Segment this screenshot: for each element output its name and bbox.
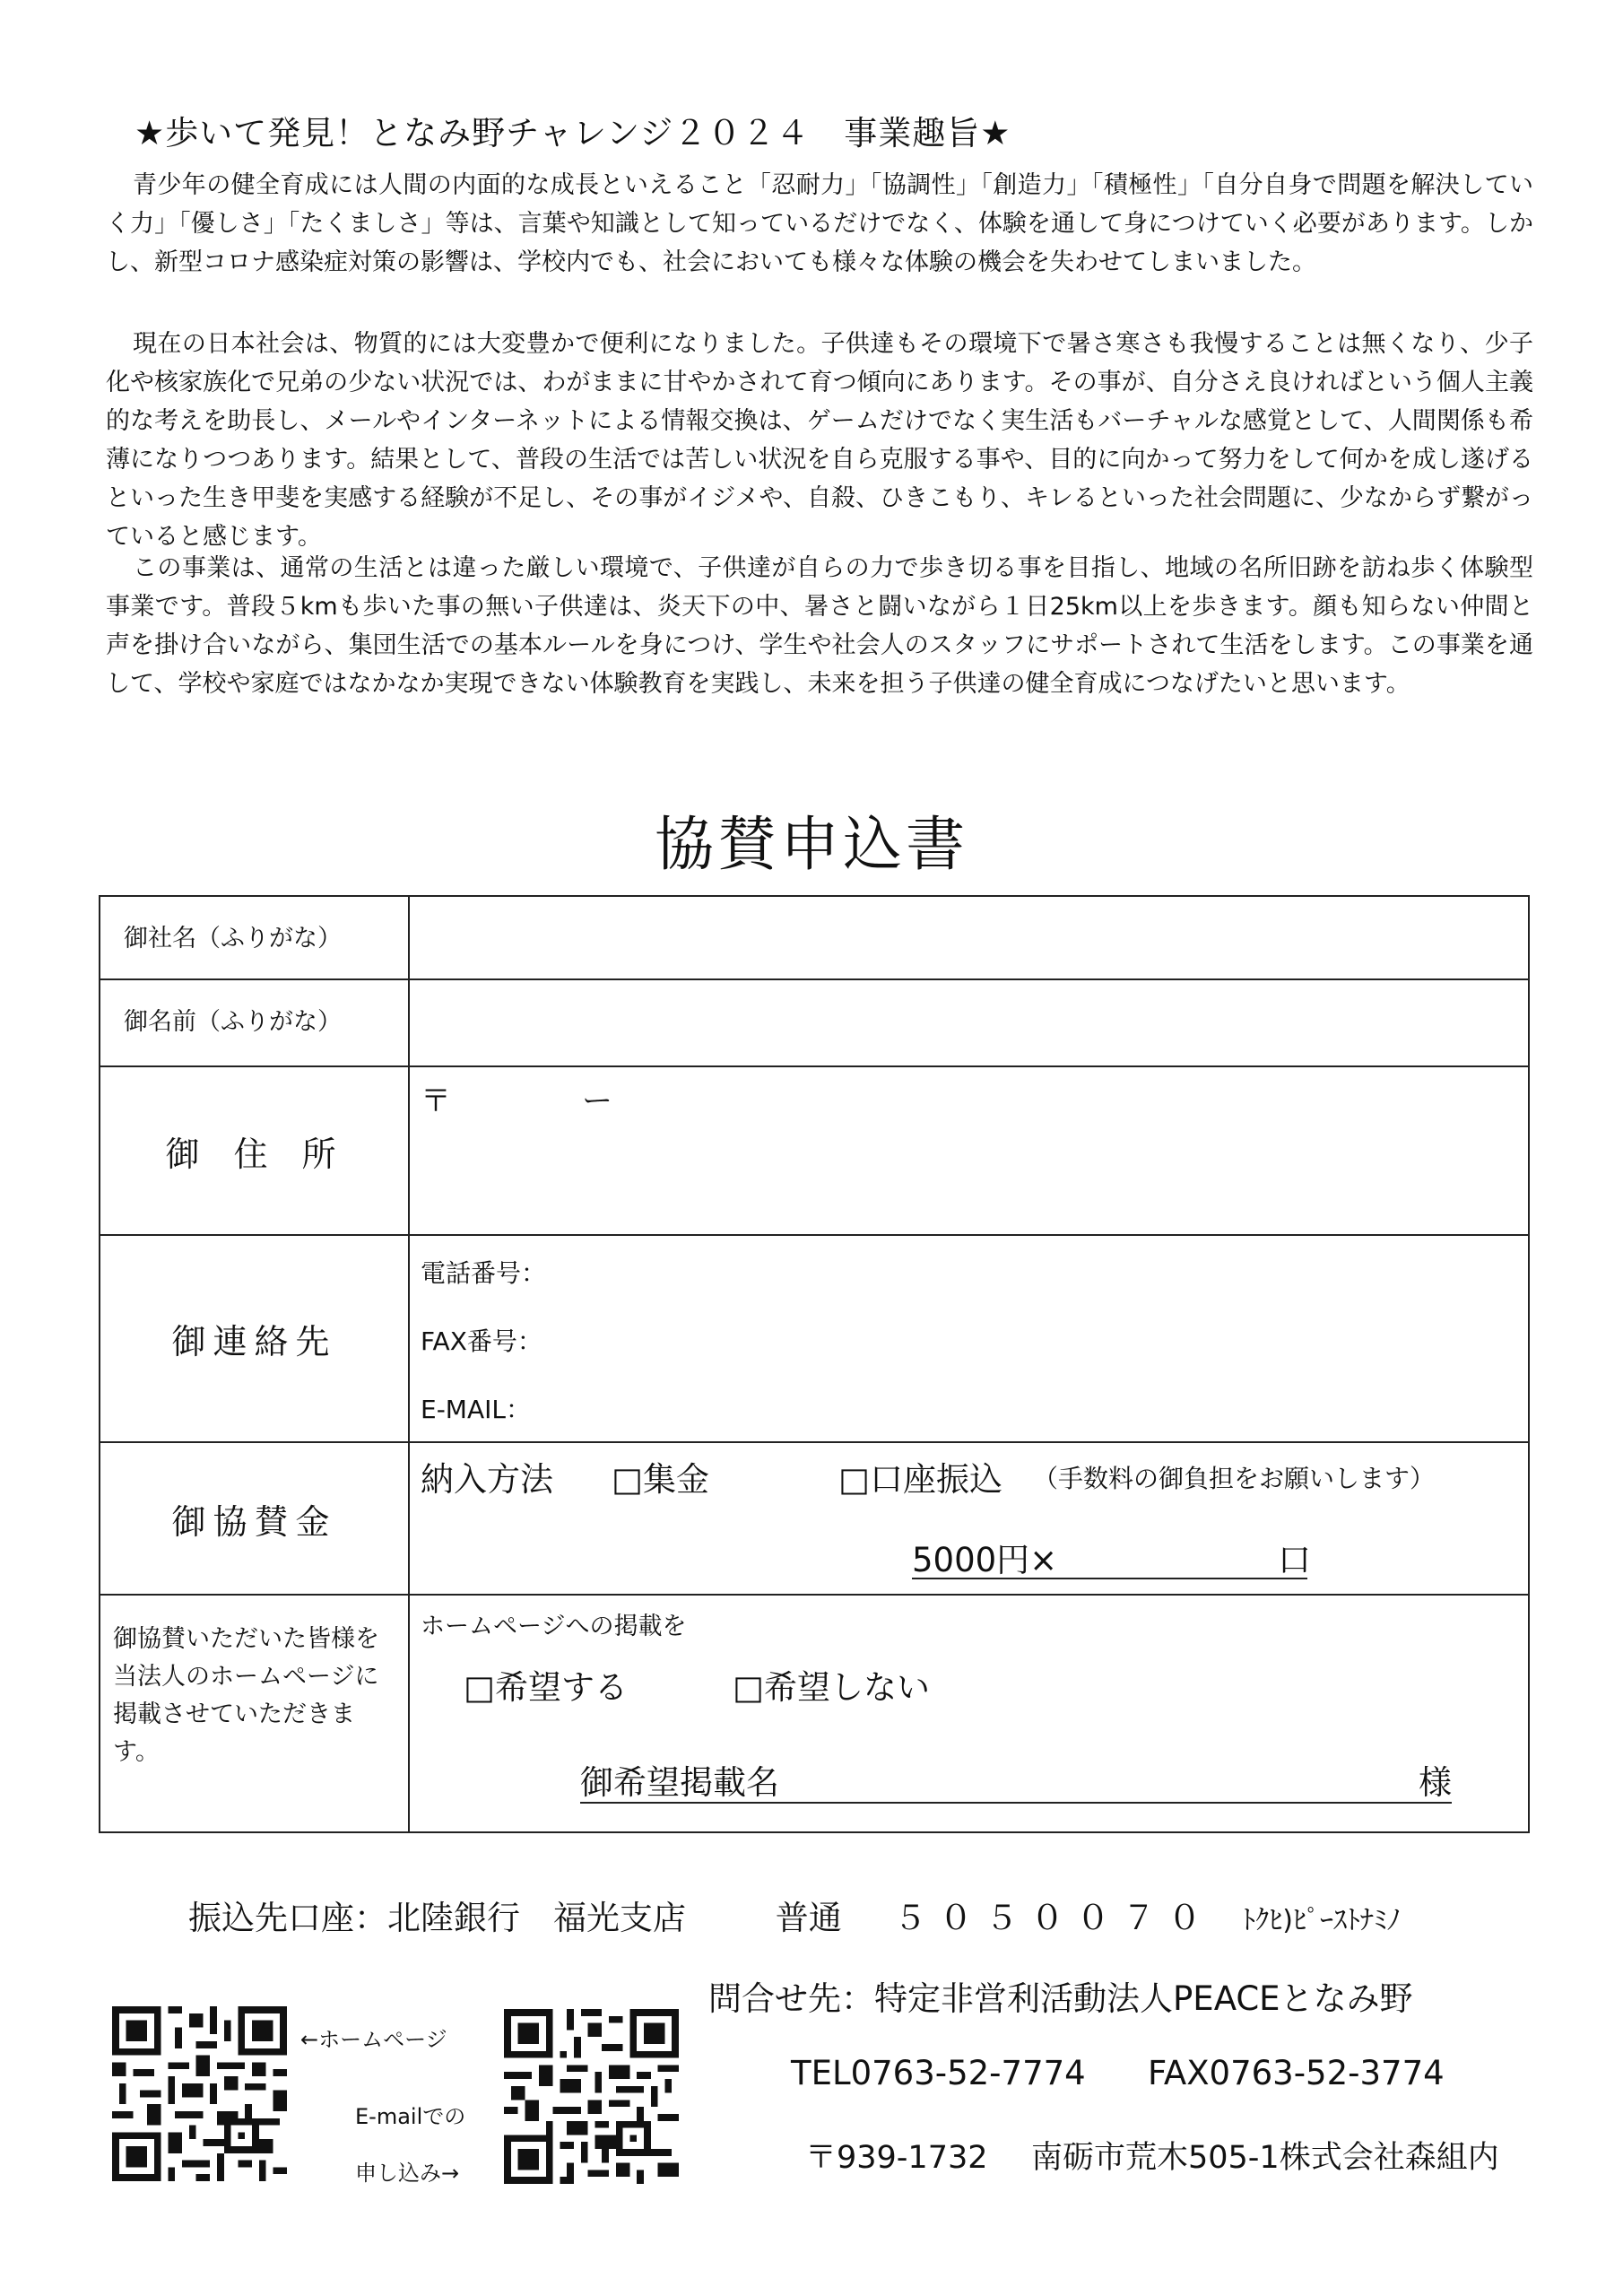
homepage-description: 御協賛いただいた皆様を当法人のホームページに掲載させていただきます。 xyxy=(100,1595,409,1832)
homepage-qr-label: ←ホームページ xyxy=(300,2027,447,2052)
contact-postal-code: 〒939-1732 xyxy=(805,2140,988,2176)
bank-account xyxy=(188,1891,1401,1939)
homepage-question: ホームページへの掲載を xyxy=(421,1613,687,1640)
purpose-paragraph-3: この事業は、通常の生活とは違った厳しい環境で、子供達が自らの力で歩き切る事を目指し、地域の名所旧跡を訪ね歩く体験型事業です。普段５kmも歩いた事の無い子供達は、炎天下の中、暑さと闘いながら１日25km以上を歩きます。顔も知らない仲間と声を掛け合いながら、集団生活での基本ルールを身につけ、学生や社会人のスタッフにサポートされて生活をします。この事業を通して、学校や家庭ではなかなか実現できない体験教育を実践し、未来を担う子供達の健全育成につなげたいと思います。 xyxy=(106,554,1533,698)
homepage-field xyxy=(409,1595,1529,1832)
contact-label: 御連絡先 xyxy=(100,1235,409,1442)
postal-mark: 〒 xyxy=(421,1083,451,1119)
email-label: E-MAIL： xyxy=(421,1395,531,1424)
purpose-paragraph-2: 現在の日本社会は、物質的には大変豊かで便利になりました。子供達もその環境下で暑さ寒さも我慢することは無くなり、少子化や核家族化で兄弟の少ない状況では、わがままに甘やかされて育つ傾向にあります。その事が、自分さえ良ければという個人主義的な考えを助長し、メールやインターネットによる情報交換は、ゲームだけでなく実生活もバーチャルな感覚として、人間関係も希薄になりつつあります。結果として、普段の生活では苦しい状況を自ら克服する事や、目的に向かって努力をして何かを成し遂げるといった生き甲斐を実感する経験が不足し、その事がイジメや、自殺、ひきこもり、キレるといった社会問題に、少なからず繋がっていると感じます。 xyxy=(106,330,1533,551)
person-name-label: 御名前（ふりがな） xyxy=(100,979,409,1066)
person-name-field[interactable] xyxy=(409,979,1529,1066)
unit-price: 5000円× xyxy=(912,1541,1058,1579)
contact-field[interactable] xyxy=(409,1235,1529,1442)
email-qr-label-1: E-mailでの xyxy=(355,2104,466,2129)
bank-account-type: 普通 xyxy=(775,1899,842,1937)
homepage-qr-code[interactable] xyxy=(112,2006,287,2181)
purpose-paragraph-1: 青少年の健全育成には人間の内面的な成長といえること「忍耐力」「協調性」「創造力」「積極性」「自分自身で問題を解決していく力」「優しさ」「たくましさ」等は、言葉や知識として知っているだけでなく、体験を通して身につけていく必要があります。しかし、新型コロナ感染症対策の影響は、学校内でも、社会においても様々な体験の機会を失わせてしまいました。 xyxy=(106,171,1533,276)
unit-suffix: 口 xyxy=(1278,1541,1311,1579)
email-qr-label-2: 申し込み→ xyxy=(355,2161,460,2186)
postal-dash: ー xyxy=(582,1083,612,1119)
bank-account-holder: ﾄｸﾋ)ﾋﾟｰｽﾄﾅﾐﾉ xyxy=(1242,1905,1402,1936)
option-transfer-checkbox[interactable]: □口座振込 xyxy=(838,1460,1002,1499)
display-name-suffix: 様 xyxy=(1419,1763,1452,1802)
donation-field xyxy=(409,1442,1529,1595)
transfer-fee-note: （手数料の御負担をお願いします） xyxy=(1033,1464,1436,1493)
address-field[interactable] xyxy=(409,1066,1529,1235)
display-name-field[interactable] xyxy=(580,1752,1452,1804)
donation-label: 御協賛金 xyxy=(100,1442,409,1595)
payment-method-label: 納入方法 xyxy=(421,1460,553,1499)
display-name-label: 御希望掲載名 xyxy=(580,1763,779,1802)
option-collect-checkbox[interactable]: □集金 xyxy=(612,1460,709,1499)
company-name-field[interactable] xyxy=(409,896,1529,979)
option-nowish-checkbox[interactable]: □希望しない xyxy=(733,1668,930,1707)
address-label: 御住所 xyxy=(100,1066,409,1235)
contact-tel: TEL0763-52-7774 xyxy=(791,2054,1086,2092)
bank-account-number: ５０５００７０ xyxy=(893,1899,1214,1937)
sponsorship-form xyxy=(99,895,1530,1833)
email-qr-code[interactable] xyxy=(504,2009,679,2184)
bank-label: 振込先口座：北陸銀行 福光支店 xyxy=(188,1899,686,1937)
contact-organization: 問合せ先：特定非営利活動法人PEACEとなみ野 xyxy=(708,1979,1413,2018)
phone-label: 電話番号： xyxy=(421,1258,547,1288)
option-wish-checkbox[interactable]: □希望する xyxy=(464,1668,628,1707)
units-field[interactable] xyxy=(912,1531,1311,1579)
contact-address: 南砺市荒木505-1株式会社森組内 xyxy=(1031,2140,1499,2176)
contact-fax: FAX0763-52-3774 xyxy=(1148,2054,1445,2092)
page-title: ★歩いて発見！となみ野チャレンジ２０２４ 事業趣旨★ xyxy=(135,114,1011,152)
fax-label: FAX番号： xyxy=(421,1326,542,1356)
form-title: 協賛申込書 xyxy=(655,810,968,879)
company-name-label: 御社名（ふりがな） xyxy=(100,896,409,979)
